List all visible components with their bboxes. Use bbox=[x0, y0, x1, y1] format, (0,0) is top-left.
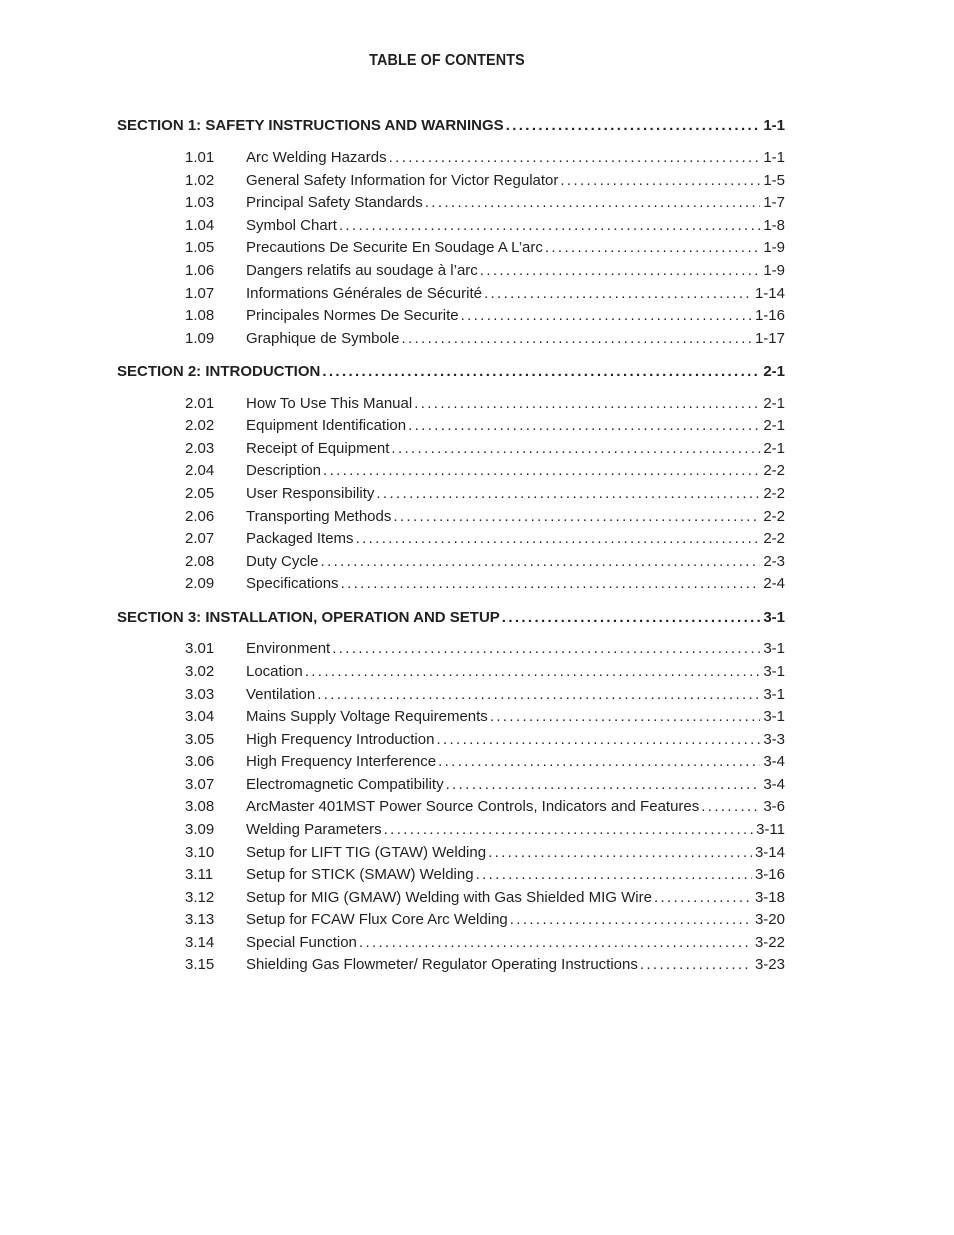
entry-number: 3.15 bbox=[185, 956, 215, 973]
dot-leader bbox=[461, 307, 752, 325]
entry-number: 1.01 bbox=[185, 149, 215, 166]
entry-title: Electromagnetic Compatibility bbox=[246, 776, 444, 793]
toc-entry-3-01[interactable] bbox=[185, 638, 785, 658]
toc-entry-3-07[interactable] bbox=[185, 774, 785, 794]
toc-entry-3-05[interactable] bbox=[185, 729, 785, 749]
toc-entry-2-03[interactable] bbox=[185, 438, 785, 458]
toc-entry-2-04[interactable] bbox=[185, 460, 785, 480]
dot-leader bbox=[502, 609, 761, 627]
entry-title: Description bbox=[246, 462, 322, 479]
entry-title: Setup for LIFT TIG (GTAW) Welding bbox=[246, 844, 487, 861]
entry-number: 1.06 bbox=[185, 262, 215, 279]
toc-entry-2-09[interactable] bbox=[185, 573, 785, 593]
entry-page: 2-2 bbox=[763, 530, 785, 547]
section-page: 3-1 bbox=[763, 609, 785, 626]
entry-number: 2.04 bbox=[185, 462, 215, 479]
toc-entry-2-06[interactable] bbox=[185, 506, 785, 526]
entry-number: 2.01 bbox=[185, 395, 215, 412]
toc-entry-3-12[interactable] bbox=[185, 887, 785, 907]
dot-leader bbox=[506, 117, 761, 135]
entry-title: Specifications bbox=[246, 575, 339, 592]
toc-entry-3-15[interactable] bbox=[185, 954, 785, 974]
section-title: SECTION 2: INTRODUCTION bbox=[117, 363, 321, 380]
entry-title: Mains Supply Voltage Requirements bbox=[246, 708, 488, 725]
entry-page: 2-3 bbox=[763, 553, 785, 570]
entry-page: 3-20 bbox=[754, 911, 785, 928]
dot-leader bbox=[341, 575, 761, 593]
entry-title: Setup for FCAW Flux Core Arc Welding bbox=[246, 911, 508, 928]
entry-page: 3-4 bbox=[763, 776, 785, 793]
entry-title: Precautions De Securite En Soudage A L’arc bbox=[246, 239, 543, 256]
entry-title: Informations Générales de Sécurité bbox=[246, 285, 482, 302]
dot-leader bbox=[510, 911, 752, 929]
entry-number: 2.02 bbox=[185, 417, 215, 434]
dot-leader bbox=[545, 239, 760, 257]
entry-number: 2.06 bbox=[185, 508, 215, 525]
toc-entry-3-14[interactable] bbox=[185, 932, 785, 952]
entry-title: Special Function bbox=[246, 934, 357, 951]
dot-leader bbox=[391, 440, 760, 458]
entry-number: 3.01 bbox=[185, 640, 215, 657]
toc-entry-1-07[interactable] bbox=[185, 283, 785, 303]
toc-entry-2-08[interactable] bbox=[185, 551, 785, 571]
entry-number: 1.07 bbox=[185, 285, 215, 302]
entry-title: How To Use This Manual bbox=[246, 395, 413, 412]
section-page: 1-1 bbox=[763, 117, 785, 134]
entry-number: 3.02 bbox=[185, 663, 215, 680]
entry-page: 2-1 bbox=[763, 440, 785, 457]
entry-title: Location bbox=[246, 663, 303, 680]
dot-leader bbox=[640, 956, 752, 974]
entry-page: 1-8 bbox=[763, 217, 785, 234]
entry-page: 3-1 bbox=[763, 640, 785, 657]
entry-number: 3.04 bbox=[185, 708, 215, 725]
entry-page: 3-22 bbox=[754, 934, 785, 951]
page-title: TABLE OF CONTENTS bbox=[369, 52, 525, 69]
dot-leader bbox=[389, 149, 761, 167]
dot-leader bbox=[414, 395, 760, 413]
entry-number: 1.05 bbox=[185, 239, 215, 256]
dot-leader bbox=[490, 708, 761, 726]
entry-number: 3.12 bbox=[185, 889, 215, 906]
entry-title: Principal Safety Standards bbox=[246, 194, 423, 211]
dot-leader bbox=[321, 553, 761, 571]
entry-title: Environment bbox=[246, 640, 331, 657]
toc-entry-1-03[interactable] bbox=[185, 192, 785, 212]
dot-leader bbox=[393, 508, 760, 526]
entry-title: Dangers relatifs au soudage à l’arc bbox=[246, 262, 478, 279]
dot-leader bbox=[484, 285, 752, 303]
entry-number: 3.13 bbox=[185, 911, 215, 928]
entry-title: ArcMaster 401MST Power Source Controls, Indicators and Features bbox=[246, 798, 700, 815]
entry-title: Arc Welding Hazards bbox=[246, 149, 387, 166]
toc-entry-1-08[interactable] bbox=[185, 305, 785, 325]
toc-entry-3-13[interactable] bbox=[185, 909, 785, 929]
entry-title: Equipment Identification bbox=[246, 417, 407, 434]
entry-title: Shielding Gas Flowmeter/ Regulator Operating Instructions bbox=[246, 956, 638, 973]
toc-entry-2-07[interactable] bbox=[185, 528, 785, 548]
dot-leader bbox=[560, 172, 760, 190]
toc-entry-3-06[interactable] bbox=[185, 751, 785, 771]
dot-leader bbox=[339, 217, 760, 235]
toc-entry-2-05[interactable] bbox=[185, 483, 785, 503]
toc-entry-1-06[interactable] bbox=[185, 260, 785, 280]
entry-title: Transporting Methods bbox=[246, 508, 392, 525]
entry-page: 1-7 bbox=[763, 194, 785, 211]
entry-number: 1.08 bbox=[185, 307, 215, 324]
entry-page: 3-16 bbox=[754, 866, 785, 883]
section-page: 2-1 bbox=[763, 363, 785, 380]
entry-page: 1-16 bbox=[754, 307, 785, 324]
entry-number: 3.14 bbox=[185, 934, 215, 951]
dot-leader bbox=[436, 731, 760, 749]
entry-page: 3-1 bbox=[763, 708, 785, 725]
toc-entry-3-08[interactable] bbox=[185, 796, 785, 816]
section-heading-3[interactable] bbox=[117, 607, 785, 627]
entry-number: 1.03 bbox=[185, 194, 215, 211]
dot-leader bbox=[323, 462, 760, 480]
dot-leader bbox=[332, 640, 760, 658]
entry-number: 3.11 bbox=[185, 866, 214, 883]
entry-page: 3-14 bbox=[754, 844, 785, 861]
entry-page: 1-17 bbox=[754, 330, 785, 347]
toc-entry-1-02[interactable] bbox=[185, 170, 785, 190]
entry-number: 1.02 bbox=[185, 172, 215, 189]
entry-page: 2-1 bbox=[763, 395, 785, 412]
entry-page: 1-1 bbox=[763, 149, 785, 166]
dot-leader bbox=[317, 686, 760, 704]
entry-number: 1.09 bbox=[185, 330, 215, 347]
entry-title: General Safety Information for Victor Regulator bbox=[246, 172, 559, 189]
toc-entry-3-04[interactable] bbox=[185, 706, 785, 726]
toc-entry-3-11[interactable] bbox=[185, 864, 785, 884]
entry-number: 2.09 bbox=[185, 575, 215, 592]
entry-page: 3-1 bbox=[763, 663, 785, 680]
dot-leader bbox=[322, 363, 760, 381]
entry-page: 1-5 bbox=[763, 172, 785, 189]
entry-title: User Responsibility bbox=[246, 485, 375, 502]
dot-leader bbox=[408, 417, 760, 435]
toc-entry-3-09[interactable] bbox=[185, 819, 785, 839]
entry-page: 2-4 bbox=[763, 575, 785, 592]
dot-leader bbox=[476, 866, 752, 884]
dot-leader bbox=[376, 485, 760, 503]
entry-title: Welding Parameters bbox=[246, 821, 382, 838]
entry-number: 3.09 bbox=[185, 821, 215, 838]
section-title: SECTION 1: SAFETY INSTRUCTIONS AND WARNINGS bbox=[117, 117, 504, 134]
toc-entry-2-01[interactable] bbox=[185, 393, 785, 413]
dot-leader bbox=[480, 262, 761, 280]
entry-title: Duty Cycle bbox=[246, 553, 319, 570]
dot-leader bbox=[701, 798, 760, 816]
dot-leader bbox=[356, 530, 761, 548]
entry-title: Packaged Items bbox=[246, 530, 354, 547]
entry-number: 3.03 bbox=[185, 686, 215, 703]
entry-page: 2-2 bbox=[763, 485, 785, 502]
dot-leader bbox=[488, 844, 752, 862]
entry-page: 3-11 bbox=[756, 821, 785, 838]
toc-entry-3-02[interactable] bbox=[185, 661, 785, 681]
entry-title: Receipt of Equipment bbox=[246, 440, 390, 457]
dot-leader bbox=[359, 934, 752, 952]
entry-page: 3-1 bbox=[763, 686, 785, 703]
entry-number: 2.08 bbox=[185, 553, 215, 570]
entry-number: 2.07 bbox=[185, 530, 215, 547]
entry-title: Principales Normes De Securite bbox=[246, 307, 459, 324]
entry-page: 2-2 bbox=[763, 462, 785, 479]
dot-leader bbox=[305, 663, 761, 681]
entry-page: 1-9 bbox=[763, 239, 785, 256]
entry-page: 1-9 bbox=[763, 262, 785, 279]
entry-page: 2-1 bbox=[763, 417, 785, 434]
entry-page: 3-6 bbox=[763, 798, 785, 815]
entry-number: 3.10 bbox=[185, 844, 215, 861]
toc-entry-1-01[interactable] bbox=[185, 147, 785, 167]
dot-leader bbox=[654, 889, 752, 907]
entry-title: Symbol Chart bbox=[246, 217, 337, 234]
entry-number: 3.07 bbox=[185, 776, 215, 793]
dot-leader bbox=[446, 776, 761, 794]
entry-page: 1-14 bbox=[754, 285, 785, 302]
dot-leader bbox=[384, 821, 753, 839]
toc-entry-3-03[interactable] bbox=[185, 684, 785, 704]
dot-leader bbox=[425, 194, 761, 212]
entry-number: 3.05 bbox=[185, 731, 215, 748]
entry-page: 3-18 bbox=[754, 889, 785, 906]
entry-title: High Frequency Introduction bbox=[246, 731, 435, 748]
toc-entry-1-05[interactable] bbox=[185, 237, 785, 257]
entry-title: Setup for MIG (GMAW) Welding with Gas Shielded MIG Wire bbox=[246, 889, 652, 906]
entry-title: Ventilation bbox=[246, 686, 316, 703]
section-title: SECTION 3: INSTALLATION, OPERATION AND SETUP bbox=[117, 609, 500, 626]
section-heading-1[interactable] bbox=[117, 115, 785, 135]
section-heading-2[interactable] bbox=[117, 361, 785, 381]
entry-page: 3-23 bbox=[754, 956, 785, 973]
entry-page: 2-2 bbox=[763, 508, 785, 525]
entry-title: Setup for STICK (SMAW) Welding bbox=[246, 866, 474, 883]
entry-number: 3.06 bbox=[185, 753, 215, 770]
toc-entry-2-02[interactable] bbox=[185, 415, 785, 435]
entry-number: 3.08 bbox=[185, 798, 215, 815]
dot-leader bbox=[401, 330, 752, 348]
entry-title: High Frequency Interference bbox=[246, 753, 437, 770]
entry-number: 2.05 bbox=[185, 485, 215, 502]
toc-entry-3-10[interactable] bbox=[185, 842, 785, 862]
entry-number: 1.04 bbox=[185, 217, 215, 234]
dot-leader bbox=[438, 753, 760, 771]
entry-page: 3-3 bbox=[763, 731, 785, 748]
entry-number: 2.03 bbox=[185, 440, 215, 457]
toc-entry-1-04[interactable] bbox=[185, 215, 785, 235]
toc-entry-1-09[interactable] bbox=[185, 328, 785, 348]
entry-title: Graphique de Symbole bbox=[246, 330, 400, 347]
entry-page: 3-4 bbox=[763, 753, 785, 770]
